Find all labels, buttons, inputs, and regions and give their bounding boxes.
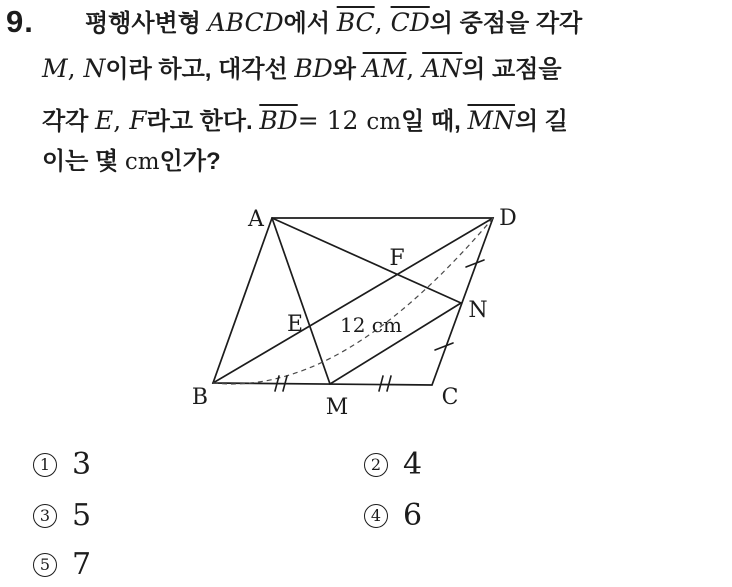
option-2-value: 4: [403, 447, 423, 482]
question-text-line-2: [42, 53, 562, 85]
text-segment: 이는 몇: [42, 148, 125, 175]
point-label-e: E: [286, 312, 304, 337]
text-segment: M: [42, 54, 68, 83]
text-segment: ,: [406, 54, 423, 83]
segment-am: [272, 218, 330, 384]
text-segment: 평행사변형: [85, 10, 208, 37]
text-segment: 의 교점을: [462, 56, 562, 83]
option-4-value: 6: [403, 498, 423, 533]
parallelogram-diagram: [150, 195, 545, 423]
option-3-value: 5: [72, 498, 92, 533]
tick-mc-2: [387, 376, 391, 391]
answer-option-3: [33, 498, 92, 533]
text-segment: $\overline{AN}$: [422, 54, 463, 83]
option-4-marker: 4: [364, 504, 388, 528]
point-label-f: F: [389, 246, 405, 271]
text-segment: ,: [113, 106, 130, 135]
option-1-marker: 1: [33, 453, 57, 477]
text-segment: 의 중점을 각각: [429, 10, 583, 37]
question-text-line-1: [85, 7, 582, 39]
text-segment: 인가?: [159, 148, 221, 175]
text-segment: $\overline{CD}$: [390, 8, 430, 37]
text-segment: BD: [294, 54, 333, 83]
vertex-label-c: C: [441, 385, 459, 410]
text-segment: $\overline{BD}$: [259, 106, 298, 135]
vertex-label-d: D: [499, 206, 517, 231]
text-segment: = 12: [297, 106, 367, 135]
text-segment: $\overline{MN}$: [467, 106, 515, 135]
text-segment: 각각: [42, 108, 96, 135]
point-label-n: N: [468, 298, 488, 323]
text-segment: cm: [124, 149, 160, 175]
answer-option-2: [364, 447, 423, 482]
tick-nc: [435, 343, 453, 350]
option-5-value: 7: [72, 547, 92, 582]
text-segment: $\overline{AM}$: [362, 54, 407, 83]
tick-mc-1: [379, 376, 383, 391]
text-segment: F: [129, 106, 147, 135]
option-3-marker: 3: [33, 504, 57, 528]
question-number: 9.: [6, 4, 34, 39]
vertex-label-a: A: [248, 207, 264, 232]
text-segment: 일 때,: [401, 108, 468, 135]
answer-option-5: [33, 547, 92, 582]
text-segment: 라고 한다.: [146, 108, 260, 135]
text-segment: ,: [67, 54, 84, 83]
text-segment: ABCD: [207, 8, 284, 37]
question-text-line-3: [42, 105, 568, 137]
point-label-m: M: [325, 395, 349, 420]
option-2-marker: 2: [364, 453, 388, 477]
option-1-value: 3: [72, 447, 92, 482]
text-segment: $\overline{BC}$: [336, 8, 375, 37]
vertex-label-b: B: [191, 385, 209, 410]
text-segment: 이라 하고, 대각선: [105, 56, 295, 83]
text-segment: cm: [366, 109, 402, 135]
text-segment: ,: [374, 8, 391, 37]
option-5-marker: 5: [33, 553, 57, 577]
segment-an: [272, 218, 461, 303]
text-segment: 의 길: [514, 108, 568, 135]
answer-option-4: [364, 498, 423, 533]
text-segment: E: [95, 106, 114, 135]
text-segment: N: [83, 54, 106, 83]
text-segment: 와: [332, 56, 363, 83]
diagonal-bd: [213, 218, 493, 383]
answer-option-1: [33, 447, 92, 482]
text-segment: 에서: [283, 10, 337, 37]
question-text-line-4: [42, 147, 221, 177]
dimension-label-12cm-text: 12 cm: [340, 313, 402, 337]
